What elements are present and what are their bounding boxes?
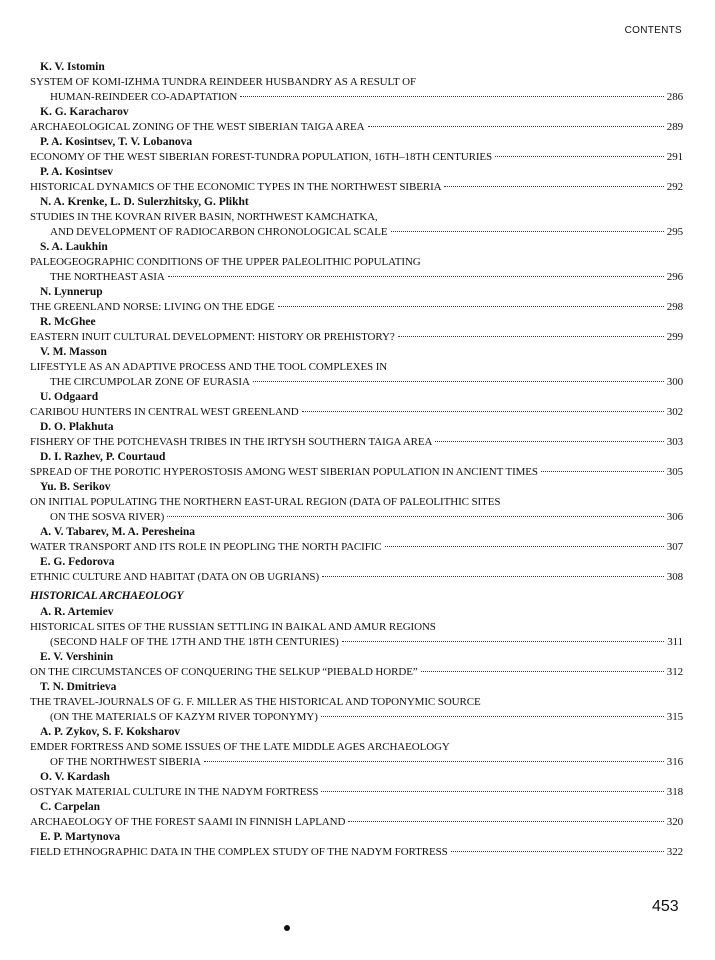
- entry-title-line: STUDIES IN THE KOVRAN RIVER BASIN, NORTHWEST KAMCHATKA,: [30, 211, 378, 223]
- toc-entry[interactable]: [30, 390, 683, 420]
- entry-page-number[interactable]: 320: [666, 816, 683, 828]
- entry-title-line: [30, 120, 683, 135]
- entry-title-line: [30, 435, 683, 450]
- dot-leader: [495, 156, 664, 157]
- entry-title-text: SPREAD OF THE POROTIC HYPEROSTOSIS AMONG WEST SIBERIAN POPULATION IN ANCIENT TIMES: [30, 466, 538, 478]
- entry-title-line: [30, 845, 683, 860]
- entry-author: T. N. Dmitrieva: [40, 681, 117, 693]
- entry-title-text: THE GREENLAND NORSE: LIVING ON THE EDGE: [30, 301, 275, 313]
- entry-title-line: [30, 710, 683, 725]
- toc-entry[interactable]: [30, 650, 683, 680]
- dot-leader: [421, 671, 664, 672]
- entry-title-text: AND DEVELOPMENT OF RADIOCARBON CHRONOLOGICAL SCALE: [50, 226, 388, 238]
- entry-page-number[interactable]: 289: [666, 121, 683, 133]
- entry-title-text: ARCHAEOLOGY OF THE FOREST SAAMI IN FINNISH LAPLAND: [30, 816, 346, 828]
- toc-entry[interactable]: [30, 285, 683, 315]
- entry-author: O. V. Kardash: [40, 771, 110, 783]
- dot-leader: [385, 546, 664, 547]
- toc-entry[interactable]: [30, 525, 683, 555]
- entry-title-line: [30, 570, 683, 585]
- entry-page-number[interactable]: 308: [666, 571, 683, 583]
- entry-title-text: FIELD ETHNOGRAPHIC DATA IN THE COMPLEX STUDY OF THE NADYM FORTRESS: [30, 846, 448, 858]
- entry-author: P. A. Kosintsev, T. V. Lobanova: [40, 136, 193, 148]
- entry-author: S. A. Laukhin: [40, 241, 108, 253]
- dot-leader: [321, 716, 664, 717]
- toc-entry[interactable]: [30, 315, 683, 345]
- running-head: CONTENTS: [624, 25, 682, 36]
- entry-author: D. O. Plakhuta: [40, 421, 114, 433]
- entry-author: R. McGhee: [40, 316, 96, 328]
- entry-page-number[interactable]: 299: [666, 331, 683, 343]
- entry-title-line: [30, 510, 683, 525]
- dot-leader: [302, 411, 664, 412]
- entry-title-text: ARCHAEOLOGICAL ZONING OF THE WEST SIBERIAN TAIGA AREA: [30, 121, 365, 133]
- entry-author: K. G. Karacharov: [40, 106, 129, 118]
- entry-title-line: [30, 330, 683, 345]
- entry-title-line: [30, 375, 683, 390]
- section-heading: HISTORICAL ARCHAEOLOGY: [30, 590, 184, 602]
- entry-title-line: [30, 300, 683, 315]
- entry-title-line: LIFESTYLE AS AN ADAPTIVE PROCESS AND THE TOOL COMPLEXES IN: [30, 361, 388, 373]
- entry-title-line: PALEOGEOGRAPHIC CONDITIONS OF THE UPPER PALEOLITHIC POPULATING: [30, 256, 421, 268]
- entry-author: C. Carpelan: [40, 801, 101, 813]
- entry-page-number[interactable]: 318: [666, 786, 683, 798]
- toc-entry[interactable]: [30, 830, 683, 860]
- entry-author: V. M. Masson: [40, 346, 107, 358]
- entry-title-line: SYSTEM OF KOMI-IZHMA TUNDRA REINDEER HUSBANDRY AS A RESULT OF: [30, 76, 416, 88]
- entry-title-line: EMDER FORTRESS AND SOME ISSUES OF THE LATE MIDDLE AGES ARCHAEOLOGY: [30, 741, 450, 753]
- entry-title-text: CARIBOU HUNTERS IN CENTRAL WEST GREENLAND: [30, 406, 299, 418]
- entry-title-text: WATER TRANSPORT AND ITS ROLE IN PEOPLING THE NORTH PACIFIC: [30, 541, 382, 553]
- entry-page-number[interactable]: 311: [667, 636, 683, 648]
- entry-author: D. I. Razhev, P. Courtaud: [40, 451, 166, 463]
- toc-entry[interactable]: [30, 480, 683, 525]
- entry-page-number[interactable]: 307: [666, 541, 683, 553]
- entry-title-line: [30, 465, 683, 480]
- dot-leader: [348, 821, 663, 822]
- entry-author: E. G. Fedorova: [40, 556, 115, 568]
- dot-leader: [253, 381, 664, 382]
- dot-leader: [342, 641, 664, 642]
- entry-title-line: THE TRAVEL-JOURNALS OF G. F. MILLER AS THE HISTORICAL AND TOPONYMIC SOURCE: [30, 696, 481, 708]
- bullet-mark: [284, 925, 290, 931]
- entry-title-line: [30, 225, 683, 240]
- toc-entry[interactable]: [30, 105, 683, 135]
- dot-leader: [435, 441, 663, 442]
- toc-entry[interactable]: [30, 165, 683, 195]
- entry-page-number[interactable]: 298: [666, 301, 683, 313]
- entry-title-text: (SECOND HALF OF THE 17TH AND THE 18TH CENTURIES): [50, 636, 339, 648]
- dot-leader: [541, 471, 664, 472]
- entry-title-line: [30, 540, 683, 555]
- toc-entry[interactable]: [30, 450, 683, 480]
- entry-author: U. Odgaard: [40, 391, 99, 403]
- entry-page-number[interactable]: 322: [666, 846, 683, 858]
- toc-entry[interactable]: [30, 555, 683, 585]
- dot-leader: [322, 576, 664, 577]
- entry-title-line: [30, 270, 683, 285]
- entry-title-line: HISTORICAL SITES OF THE RUSSIAN SETTLING IN BAIKAL AND AMUR REGIONS: [30, 621, 436, 633]
- entry-page-number[interactable]: 312: [666, 666, 683, 678]
- toc-entry[interactable]: [30, 195, 683, 240]
- entry-title-text: ETHNIC CULTURE AND HABITAT (DATA ON OB UGRIANS): [30, 571, 320, 583]
- entry-author: A. P. Zykov, S. F. Koksharov: [40, 726, 181, 738]
- entry-page-number[interactable]: 291: [666, 151, 683, 163]
- entry-author: E. P. Martynova: [40, 831, 121, 843]
- entry-author: E. V. Vershinin: [40, 651, 114, 663]
- entry-author: P. A. Kosintsev: [40, 166, 114, 178]
- toc-entry[interactable]: [30, 240, 683, 285]
- entry-title-text: EASTERN INUIT CULTURAL DEVELOPMENT: HISTORY OR PREHISTORY?: [30, 331, 395, 343]
- entry-title-line: [30, 755, 683, 770]
- entry-page-number[interactable]: 300: [666, 376, 683, 388]
- dot-leader: [278, 306, 664, 307]
- dot-leader: [167, 516, 664, 517]
- entry-author: Yu. B. Serikov: [40, 481, 111, 493]
- toc-entry[interactable]: [30, 345, 683, 390]
- entry-author: N. A. Krenke, L. D. Sulerzhitsky, G. Plikht: [40, 196, 249, 208]
- entry-title-line: [30, 405, 683, 420]
- toc-entry[interactable]: [30, 60, 683, 105]
- entry-title-text: ECONOMY OF THE WEST SIBERIAN FOREST-TUNDRA POPULATION, 16TH–18TH CENTURIES: [30, 151, 493, 163]
- entry-author: N. Lynnerup: [40, 286, 103, 298]
- entry-title-text: ON THE SOSVA RIVER): [50, 511, 165, 523]
- entry-title-text: THE CIRCUMPOLAR ZONE OF EURASIA: [50, 376, 250, 388]
- entry-title-text: OF THE NORTHWEST SIBERIA: [50, 756, 201, 768]
- toc-entry[interactable]: [30, 680, 683, 725]
- entry-page-number[interactable]: 286: [666, 91, 683, 103]
- entry-title-line: [30, 180, 683, 195]
- entry-author: K. V. Istomin: [40, 61, 105, 73]
- dot-leader: [444, 186, 663, 187]
- entry-page-number[interactable]: 296: [666, 271, 683, 283]
- entry-title-line: [30, 90, 683, 105]
- entry-title-text: HUMAN-REINDEER CO-ADAPTATION: [50, 91, 238, 103]
- entry-title-line: [30, 815, 683, 830]
- dot-leader: [391, 231, 664, 232]
- entry-title-line: [30, 635, 683, 650]
- entry-page-number[interactable]: 295: [666, 226, 683, 238]
- entry-page-number[interactable]: 302: [666, 406, 683, 418]
- toc-entry[interactable]: [30, 800, 683, 830]
- entry-author: A. V. Tabarev, M. A. Peresheina: [40, 526, 196, 538]
- toc-entry[interactable]: [30, 605, 683, 650]
- entry-title-text: THE NORTHEAST ASIA: [50, 271, 165, 283]
- entry-page-number[interactable]: 316: [666, 756, 683, 768]
- toc-entry[interactable]: [30, 135, 683, 165]
- toc-entry[interactable]: [30, 725, 683, 770]
- dot-leader: [204, 761, 664, 762]
- table-of-contents: [30, 60, 683, 860]
- dot-leader: [451, 851, 664, 852]
- dot-leader: [398, 336, 664, 337]
- dot-leader: [368, 126, 664, 127]
- toc-entry[interactable]: [30, 770, 683, 800]
- entry-title-text: FISHERY OF THE POTCHEVASH TRIBES IN THE IRTYSH SOUTHERN TAIGA AREA: [30, 436, 433, 448]
- dot-leader: [240, 96, 664, 97]
- entry-page-number[interactable]: 306: [666, 511, 683, 523]
- entry-title-text: HISTORICAL DYNAMICS OF THE ECONOMIC TYPES IN THE NORTHWEST SIBERIA: [30, 181, 442, 193]
- page-number: 453: [652, 898, 679, 915]
- entry-page-number[interactable]: 292: [666, 181, 683, 193]
- entry-title-line: ON INITIAL POPULATING THE NORTHERN EAST-URAL REGION (DATA OF PALEOLITHIC SITES: [30, 496, 501, 508]
- entry-page-number[interactable]: 305: [666, 466, 683, 478]
- entry-title-text: OSTYAK MATERIAL CULTURE IN THE NADYM FORTRESS: [30, 786, 319, 798]
- toc-entry[interactable]: [30, 420, 683, 450]
- dot-leader: [321, 791, 663, 792]
- entry-title-line: [30, 665, 683, 680]
- entry-title-line: [30, 150, 683, 165]
- entry-author: A. R. Artemiev: [40, 606, 114, 618]
- entry-title-text: ON THE CIRCUMSTANCES OF CONQUERING THE SELKUP “PIEBALD HORDE”: [30, 666, 418, 678]
- entry-page-number[interactable]: 315: [666, 711, 683, 723]
- dot-leader: [168, 276, 664, 277]
- entry-title-text: (ON THE MATERIALS OF KAZYM RIVER TOPONYMY): [50, 711, 318, 723]
- entry-page-number[interactable]: 303: [666, 436, 683, 448]
- entry-title-line: [30, 785, 683, 800]
